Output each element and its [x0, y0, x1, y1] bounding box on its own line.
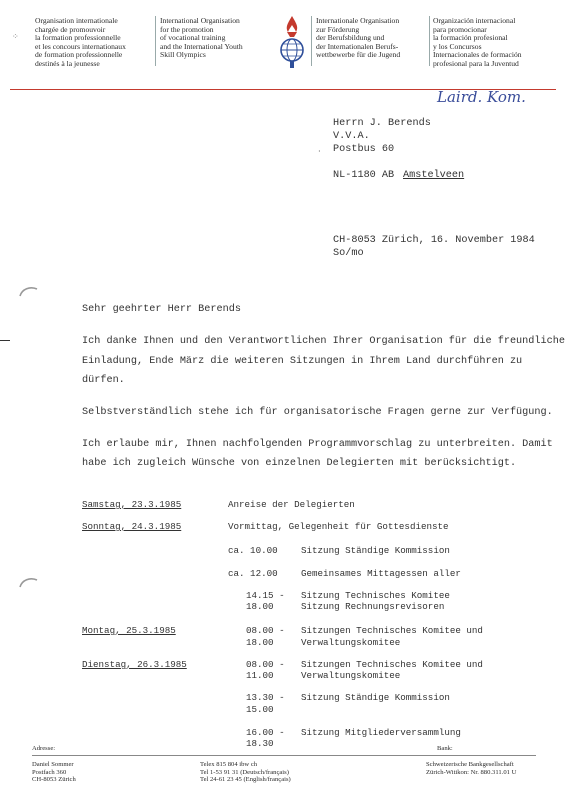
footer-line: Zürich-Witikon: Nr. 880.311.01 U	[426, 768, 517, 776]
punch-hole-icon	[18, 575, 40, 593]
header-divider	[429, 16, 430, 66]
paragraph-line: Ich erlaube mir, Ihnen nachfolgenden Programmvorschlag zu unterbreiten. Damit	[82, 439, 553, 450]
header-line: International Organisation	[160, 16, 240, 25]
header-line: of vocational training	[160, 33, 226, 43]
header-line: Internacionales de formación	[433, 50, 522, 60]
footer-rule	[32, 755, 536, 756]
paragraph-line: Selbstverständlich stehe ich für organisatorische Fragen gerne zur Verfügung.	[82, 407, 553, 418]
header-line: for the promotion	[160, 24, 214, 34]
schedule-date: Sonntag, 24.3.1985	[82, 521, 182, 532]
header-line: der Internationalen Berufs-	[316, 41, 399, 51]
schedule-time: 18.30	[246, 738, 274, 749]
header-line: Organización internacional	[433, 16, 516, 25]
schedule-item: Verwaltungskomitee	[301, 670, 401, 681]
header-line: profesional para la Juventud	[433, 58, 519, 68]
recipient-postbox: Postbus 60	[333, 144, 395, 155]
schedule-time: 15.00	[246, 704, 274, 715]
header-spanish	[433, 17, 522, 69]
schedule-item: Sitzung Rechnungsrevisoren	[301, 601, 445, 612]
paragraph-line: Ich danke Ihnen und den Verantwortlichen Ihrer Organisation für die freundliche	[82, 336, 565, 347]
header-line: and the International Youth	[160, 41, 243, 51]
schedule-time: 18.00	[246, 601, 274, 612]
footer-address-label: Adresse:	[32, 745, 56, 752]
header-line: la formación profesional	[433, 33, 508, 43]
schedule-time: 14.15 -	[246, 590, 285, 601]
schedule-item: Vormittag, Gelegenheit für Gottesdienste	[228, 521, 449, 532]
schedule-time: ca. 10.00	[228, 545, 278, 556]
punch-hole-icon	[18, 284, 40, 302]
salutation: Sehr geehrter Herr Berends	[82, 304, 241, 315]
footer-line: Tel 24-61 23 45 (English/français)	[200, 776, 291, 784]
header-line: zur Förderung	[316, 24, 360, 34]
header-line: chargée de promouvoir	[35, 24, 106, 34]
footer-line: Tel 1-53 91 31 (Deutsch/français)	[200, 768, 289, 776]
footer-line: Postfach 360	[32, 768, 67, 776]
header-line: Skill Olympics	[160, 50, 206, 60]
recipient-postcode: NL-1180 AB	[333, 170, 395, 181]
organisation-logo-icon	[276, 14, 308, 70]
paragraph-line: Einladung, Ende März die weiteren Sitzungen in Ihrem Land durchführen zu	[82, 356, 523, 367]
dot-mark: ·	[318, 147, 321, 156]
header-line: der Berufsbildung und	[316, 33, 385, 43]
header-french	[35, 17, 126, 69]
schedule-item: Sitzungen Technisches Komitee und	[301, 659, 483, 670]
header-line: y los Concursos	[433, 41, 482, 51]
schedule-date: Dienstag, 26.3.1985	[82, 659, 187, 670]
footer-line: Schweizerische Bankgesellschaft	[426, 761, 514, 768]
recipient-name: Herrn J. Berends	[333, 118, 431, 129]
header-english	[160, 17, 243, 60]
footer-line: Daniel Sommer	[32, 761, 74, 768]
header-line: wettbewerbe für die Jugend	[316, 50, 401, 60]
handwritten-note: Laird. Kom.	[437, 88, 526, 106]
schedule-time: 18.00	[246, 637, 274, 648]
schedule-time: 13.30 -	[246, 692, 285, 703]
header-divider	[155, 16, 156, 66]
recipient-city: Amstelveen	[403, 170, 465, 181]
recipient-org: V.V.A.	[333, 131, 370, 142]
schedule-item: Anreise der Delegierten	[228, 499, 355, 510]
schedule-time: 08.00 -	[246, 625, 285, 636]
footer-line: CH-8053 Zürich	[32, 776, 76, 784]
header-line: para promocionar	[433, 24, 487, 34]
schedule-date: Samstag, 23.3.1985	[82, 499, 182, 510]
footer-bank-label: Bank:	[437, 745, 453, 752]
document-decoration: ⁘	[12, 32, 19, 41]
reference: So/mo	[333, 248, 364, 259]
schedule-item: Sitzungen Technisches Komitee und	[301, 625, 483, 636]
paragraph-line: dürfen.	[82, 375, 125, 386]
schedule-date: Montag, 25.3.1985	[82, 625, 176, 636]
header-line: la formation professionnelle	[35, 33, 121, 43]
schedule-item: Sitzung Ständige Kommission	[301, 545, 450, 556]
footer-address	[32, 761, 76, 784]
header-line: destinés à la jeunesse	[35, 58, 100, 68]
footer-telex	[200, 761, 291, 784]
schedule-time: 11.00	[246, 670, 274, 681]
schedule-item: Sitzung Technisches Komitee	[301, 590, 450, 601]
schedule-item: Sitzung Mitgliederversammlung	[301, 727, 461, 738]
paragraph-line: habe ich zugleich Wünsche von einzelnen Delegierten mit berücksichtigt.	[82, 458, 517, 469]
schedule-item: Sitzung Ständige Kommission	[301, 692, 450, 703]
schedule-time: 16.00 -	[246, 727, 285, 738]
header-divider	[311, 16, 312, 66]
header-german	[316, 17, 400, 60]
header-line: de formation professionnelle	[35, 50, 123, 60]
footer-bank	[426, 761, 516, 776]
schedule-item: Verwaltungskomitee	[301, 637, 401, 648]
schedule-time: ca. 12.00	[228, 568, 278, 579]
header-line: Organisation internationale	[35, 16, 118, 25]
fold-mark	[0, 340, 10, 341]
schedule-time: 08.00 -	[246, 659, 285, 670]
schedule-item: Gemeinsames Mittagessen aller	[301, 568, 461, 579]
footer-line: Telex 815 804 ibw ch	[200, 761, 258, 768]
header-line: et les concours internationaux	[35, 41, 126, 51]
place-date: CH-8053 Zürich, 16. November 1984	[333, 235, 535, 246]
header-line: Internationale Organisation	[316, 16, 400, 25]
